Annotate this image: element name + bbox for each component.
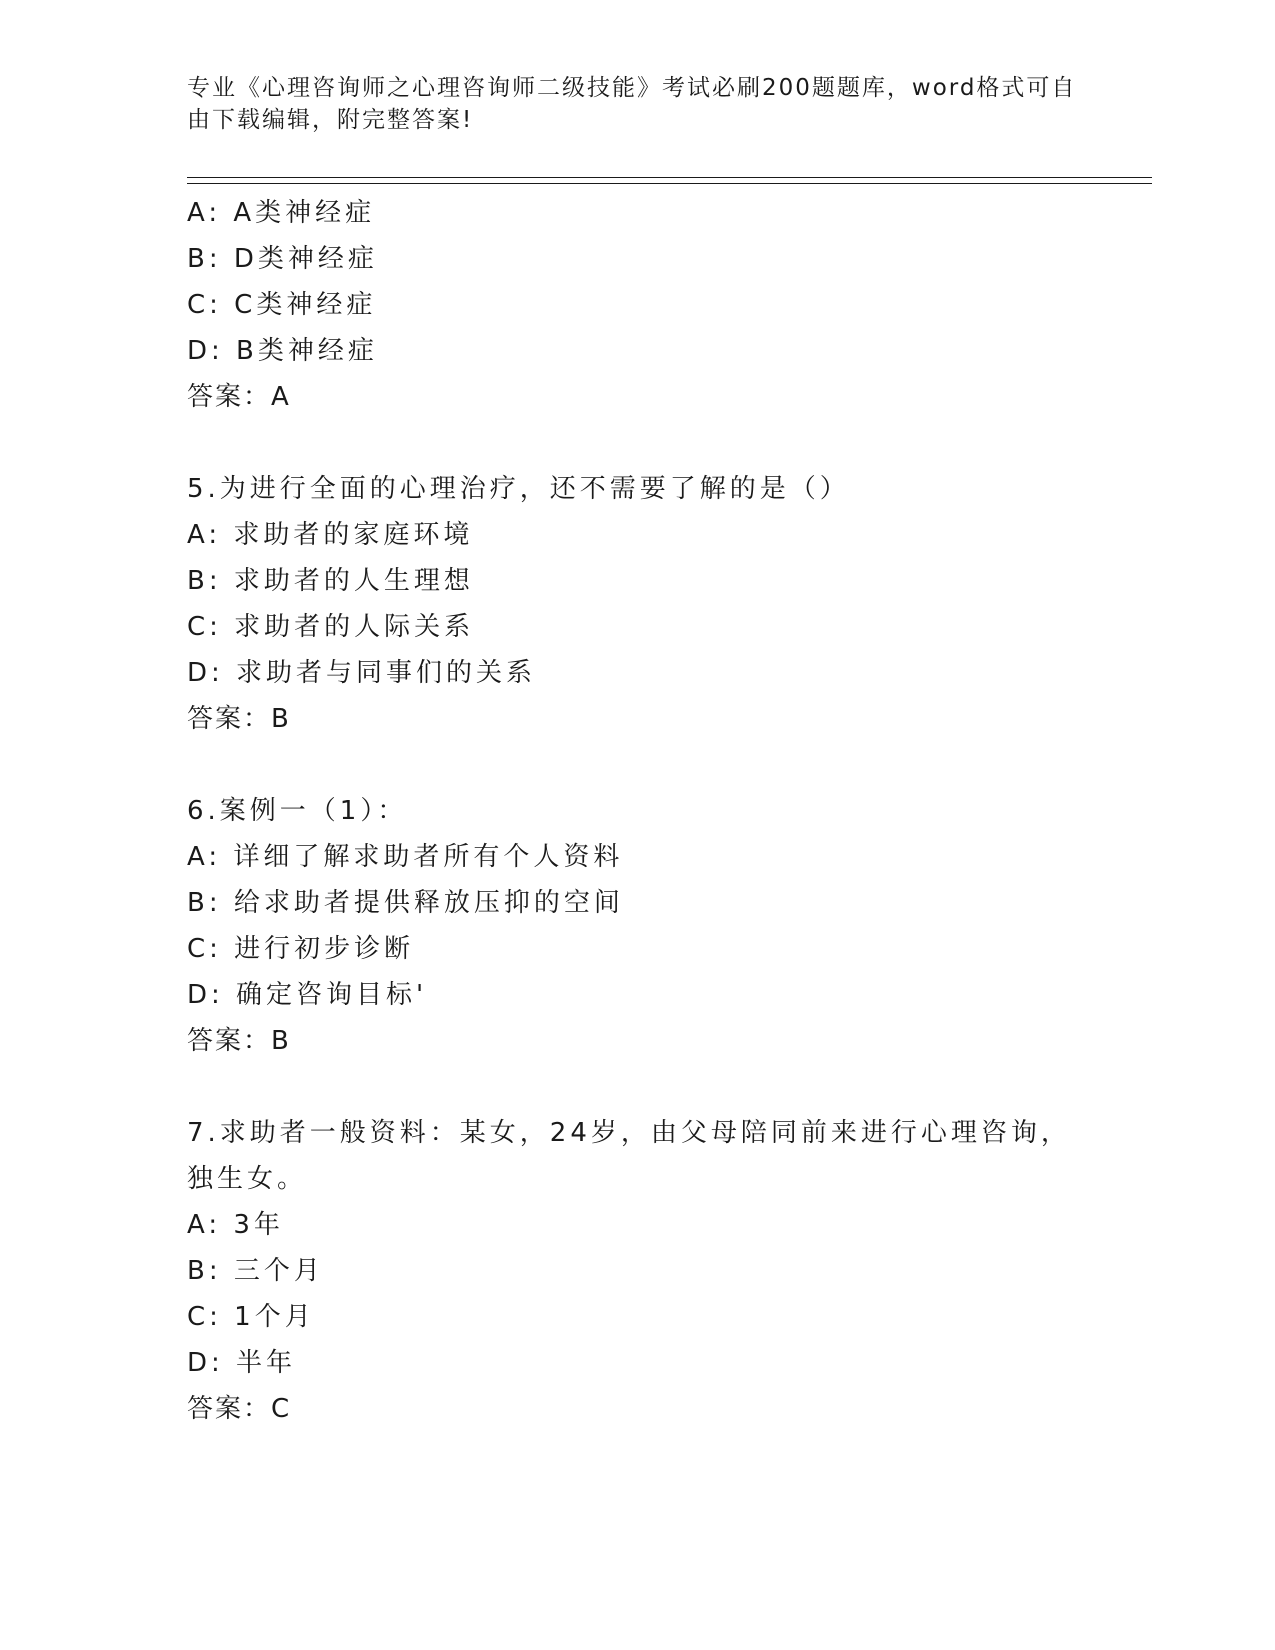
option-d: D: B类神经症 xyxy=(187,336,378,366)
option-d: D: 半年 xyxy=(187,1348,297,1378)
answer-line: 答案：B xyxy=(187,704,291,734)
option-d: D: 求助者与同事们的关系 xyxy=(187,658,537,688)
option-d: D: 确定咨询目标' xyxy=(187,980,428,1010)
question-7 xyxy=(187,1110,1087,1432)
option-c: C: 求助者的人际关系 xyxy=(187,612,475,642)
answer-line: 答案：C xyxy=(187,1394,292,1424)
header-divider-bottom xyxy=(187,183,1152,184)
question-stem: 6.案例一（1）： xyxy=(187,796,408,826)
option-a: A: 详细了解求助者所有个人资料 xyxy=(187,842,624,872)
option-b: B: 求助者的人生理想 xyxy=(187,566,474,596)
question-6 xyxy=(187,788,1087,1064)
document-header: 专业《心理咨询师之心理咨询师二级技能》考试必刷200题题库，word格式可自由下载编辑，附完整答案! xyxy=(187,75,1077,133)
question-list xyxy=(187,190,1087,1478)
option-a: A: 求助者的家庭环境 xyxy=(187,520,474,550)
question-stem: 5.为进行全面的心理治疗，还不需要了解的是（） xyxy=(187,474,850,504)
option-c: C: 1个月 xyxy=(187,1302,315,1332)
question-5 xyxy=(187,466,1087,742)
answer-line: 答案：B xyxy=(187,1026,291,1056)
header-divider-top xyxy=(187,177,1152,178)
question-stem: 7.求助者一般资料：某女，24岁，由父母陪同前来进行心理咨询，独生女。 xyxy=(187,1118,1071,1194)
answer-line: 答案：A xyxy=(187,382,291,412)
option-a: A: A类神经症 xyxy=(187,198,376,228)
option-c: C: C类神经症 xyxy=(187,290,377,320)
option-a: A: 3年 xyxy=(187,1210,284,1240)
option-b: B: 三个月 xyxy=(187,1256,324,1286)
option-b: B: 给求助者提供释放压抑的空间 xyxy=(187,888,624,918)
question-4-fragment xyxy=(187,190,1087,420)
option-c: C: 进行初步诊断 xyxy=(187,934,415,964)
option-b: B: D类神经症 xyxy=(187,244,378,274)
